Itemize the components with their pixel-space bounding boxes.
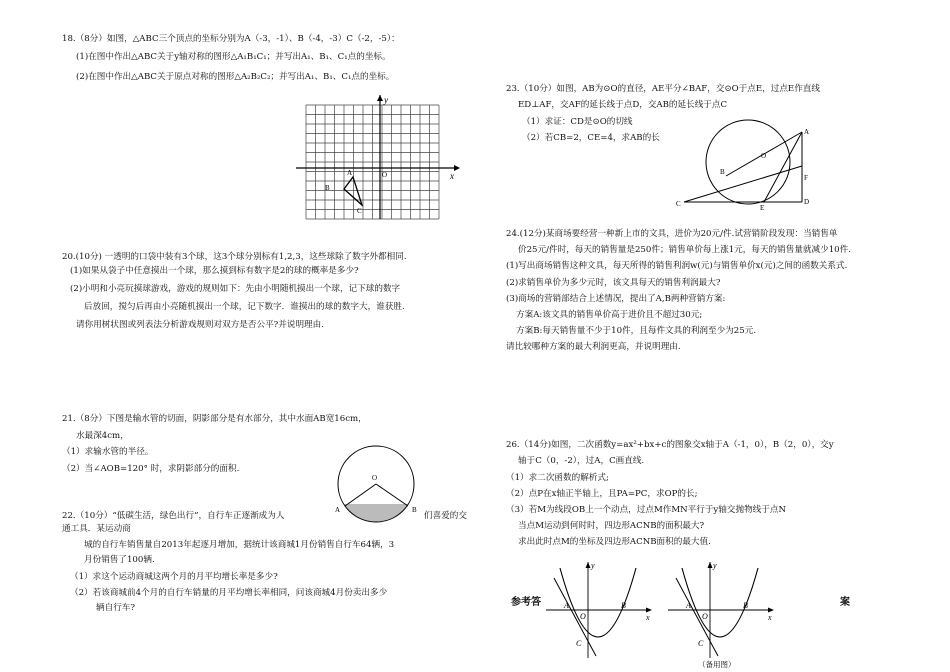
q24-line6: 方案A:该文具的销售单价高于进价且不超过30元; (516, 310, 703, 320)
q26-line4: （2）点P在x轴正半轴上，且PA=PC，求OP的长; (506, 489, 698, 499)
q24-line4: (2)求销售单价为多少元时，该文具每天的销售利润最大? (506, 278, 721, 288)
q24-line5: (3)商场的营销部结合上述情况，提出了A,B两种营销方案: (506, 294, 726, 304)
origin-label: O (702, 612, 708, 621)
answer-heading-left: 参考答 (511, 597, 541, 608)
origin-label: O (580, 612, 586, 621)
q23-line3: （1）求证：CD是⊙O的切线 (522, 117, 633, 127)
q18-grid-figure (296, 95, 466, 225)
q20-line3: (2)小明和小亮玩摸球游戏，游戏的规则如下：先由小明随机摸出一个球，记下球的数字 (70, 284, 401, 294)
point-c-label: C (576, 639, 582, 648)
point-a-label: A (564, 601, 569, 610)
q23-circle-figure (676, 120, 826, 210)
q26-title: 26.（14分)如图，二次函数y=ax²+bx+c的图象交x轴于A（-1，0），B（2，0），交y (506, 440, 834, 450)
q20-title: 20.(10分) 一透明的口袋中装有3个球，这3个球分别标有1,2,3，这些球除了数字外都相同. (62, 252, 407, 262)
q18-part2: (2)在图中作出△ABC关于原点对称的图形△A₂B₂C₂；并写出A₁、B₁、C₁点的坐标。 (76, 72, 395, 82)
point-a-label: A (686, 601, 691, 610)
q24-line3: (1)写出商场销售这种文具，每天所得的销售利润w(元)与销售单价x(元)之间的函数关系式. (506, 261, 848, 271)
q26-line5: （3）若M为线段OB上一个动点，过点M作MN平行于y轴交抛物线于点N (506, 505, 786, 515)
y-axis-label: y (591, 561, 595, 570)
point-c-label: C (676, 200, 681, 208)
q22-line7: 辆自行车? (96, 603, 135, 613)
q21-line3: （1）求输水管的半径。 (62, 447, 154, 457)
point-o-label: O (761, 152, 767, 160)
q21-line4: （2）当∠AOB=120° 时，求阴影部分的面积. (62, 464, 240, 474)
q22-line6: （2）若该商城前4个月的自行车销量的月平均增长率相同，问该商城4月份卖出多少 (70, 588, 388, 598)
q22-title: 22.（10分）“低碳生活，绿色出行”，自行车正逐渐成为人 (62, 511, 285, 521)
q26-parabola-figure-2 (668, 560, 778, 672)
q26-line7: 求出此时点M的坐标及四边形ACNB面积的最大值. (518, 537, 711, 547)
point-d-label: D (804, 198, 810, 206)
q22-line4: 月份销售了100辆. (84, 555, 155, 565)
q21-title: 21.（8分）下图是输水管的切面，阴影部分是有水部分，其中水面AB宽16cm， (62, 414, 367, 424)
backup-figure-caption: （备用图） (698, 660, 736, 669)
q24-line8: 请比较哪种方案的最大利润更高，并说明理由. (506, 342, 681, 352)
point-e-label: E (760, 204, 765, 212)
point-b-label: B (412, 506, 417, 514)
point-a-label: A (347, 169, 353, 177)
q26-parabola-figure-1 (546, 560, 656, 660)
q23-line4: （2）若CB=2，CE=4，求AB的长 (522, 133, 660, 143)
point-b-label: B (743, 601, 748, 610)
point-b-label: B (325, 184, 330, 192)
point-a-label: A (804, 128, 810, 136)
point-a-label: A (335, 506, 341, 514)
q23-title: 23.（10分）如图，AB为⊙O的直径，AE平分∠BAF，交⊙O于点E，过点E作直线 (506, 84, 820, 94)
q22-title-cont: 们喜爱的交 (424, 511, 467, 521)
origin-label: O (382, 171, 388, 179)
q22-line5: （1）求这个运动商城这两个月的月平均增长率是多少? (70, 572, 278, 582)
y-axis-label: y (384, 95, 388, 105)
q26-line2: 轴于C（0，-2），过A，C画直线. (518, 456, 645, 466)
q24-title: 24.(12分)某商场要经营一种新上市的文具，进价为20元/件.试营销阶段发现：当销售单 (506, 229, 838, 239)
q18-title: 18.（8分）如图，△ABC三个顶点的坐标分别为A（-3，-1）、B（-4，-3）C（-2，-5）： (62, 34, 400, 44)
q20-line2: (1)如果从袋子中任意摸出一个球，那么摸到标有数字是2的球的概率是多少? (70, 266, 359, 276)
x-axis-label: x (450, 171, 454, 181)
answer-heading-right: 案 (840, 597, 850, 608)
q24-line7: 方案B:每天销售量不少于10件，且每件文具的利润至少为25元. (516, 326, 757, 336)
q24-line2: 价25元/件时，每天的销售量是250件；销售单价每上涨1元，每天的销售量就减少10件. (518, 245, 851, 255)
q26-line6: 当点M运动到何时时，四边形ACNB的面积最大? (518, 521, 705, 531)
point-b-label: B (621, 601, 626, 610)
q20-line5: 请你用树状图或列表法分析游戏规则对双方是否公平?并说明理由. (76, 320, 324, 330)
q20-line4: 后放回，搅匀后再由小亮随机摸出一个球，记下数字．谁摸出的球的数字大，谁获胜. (84, 302, 405, 312)
q23-line2: ED⊥AF，交AF的延长线于点D，交AB的延长线于点C (518, 100, 728, 110)
x-axis-label: x (768, 613, 772, 622)
q22-line3: 城的自行车销售量自2013年起逐月增加，据统计该商城1月份销售自行车64辆，3 (84, 540, 395, 550)
q21-pipe-figure (335, 446, 428, 526)
q26-line3: （1）求二次函数的解析式; (506, 473, 609, 483)
q18-part1: (1)在图中作出△ABC关于y轴对称的图形△A₁B₁C₁；并写出A₁、B₁、C₁点的坐标。 (76, 52, 391, 62)
q21-line2: 水最深4cm， (76, 431, 129, 441)
point-c-label: C (357, 207, 362, 215)
point-o-label: O (372, 474, 378, 482)
point-f-label: F (804, 174, 808, 182)
y-axis-label: y (713, 561, 717, 570)
point-b-label: B (720, 168, 725, 176)
q22-line2: 通工具．某运动商 (62, 524, 131, 534)
point-c-label: C (698, 639, 704, 648)
x-axis-label: x (646, 613, 650, 622)
